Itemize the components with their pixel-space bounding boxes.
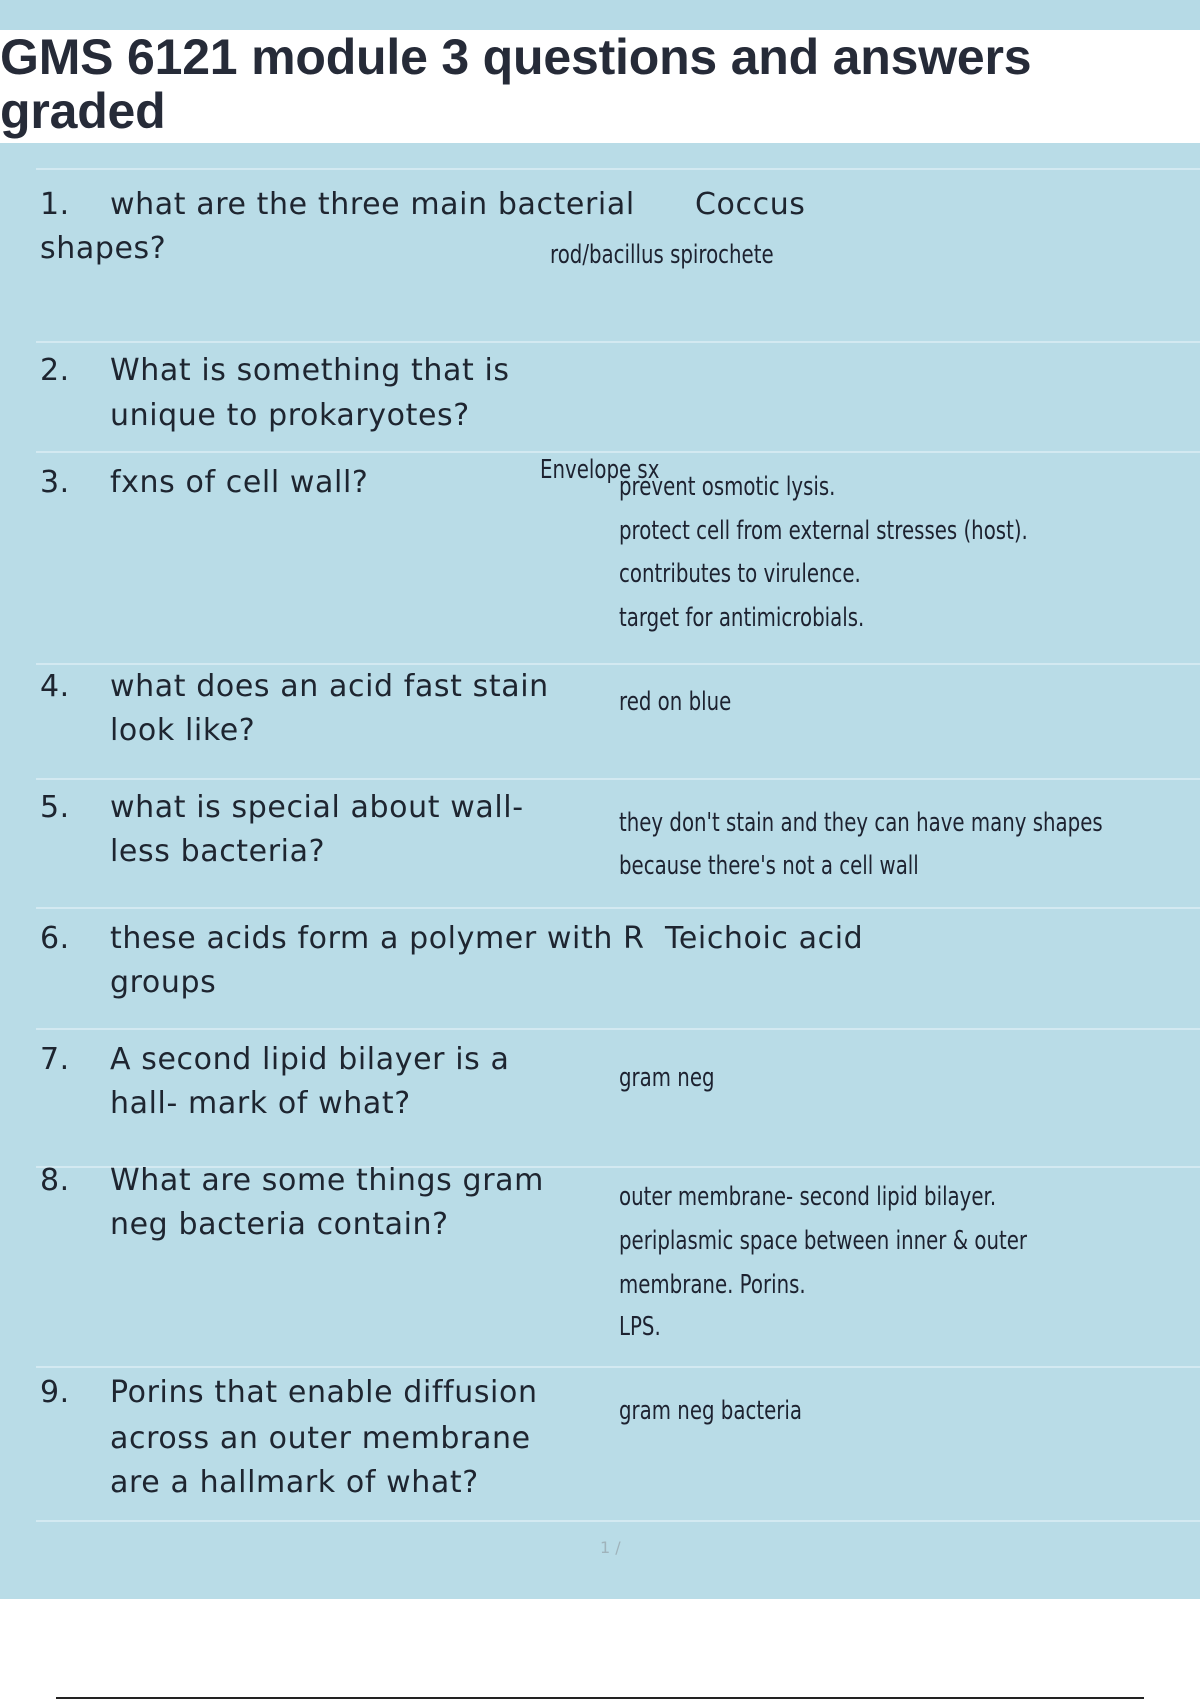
top-band: [0, 0, 1200, 30]
question-text-cont: hall- mark of what?: [110, 1086, 411, 1121]
question-text-cont: less bacteria?: [110, 834, 326, 869]
question-text-cont: unique to prokaryotes?: [110, 398, 470, 433]
question-number: 1.: [40, 187, 70, 222]
page-number: 1 /: [600, 1538, 621, 1557]
answer-text: Coccus: [695, 187, 806, 222]
divider: [36, 168, 1200, 170]
divider: [36, 1366, 1200, 1368]
answer-text: because there's not a cell wall: [619, 851, 919, 881]
answer-text: Envelope sx: [540, 455, 660, 483]
answer-text: gram neg: [619, 1063, 715, 1093]
answer-text: red on blue: [619, 687, 732, 717]
question-number: 2.: [40, 353, 70, 388]
question-text-cont: look like?: [110, 713, 256, 748]
divider: [36, 1520, 1200, 1522]
question-text-cont: across an outer membrane: [110, 1421, 531, 1456]
qa-panel: [0, 143, 1200, 1599]
question-text-cont: neg bacteria contain?: [110, 1207, 449, 1242]
question-text: A second lipid bilayer is a: [110, 1042, 510, 1077]
question-text: What are some things gram: [110, 1163, 544, 1198]
answer-text: periplasmic space between inner & outer: [619, 1226, 1028, 1256]
question-text: Porins that enable diffusion: [110, 1375, 538, 1410]
question-number: 3.: [40, 465, 70, 500]
answer-text: contributes to virulence.: [619, 559, 861, 589]
answer-text: membrane. Porins.: [619, 1270, 806, 1300]
answer-text: target for antimicrobials.: [619, 603, 865, 633]
question-number: 8.: [40, 1163, 70, 1198]
question-number: 6.: [40, 921, 70, 956]
question-number: 5.: [40, 790, 70, 825]
answer-text: protect cell from external stresses (host).: [619, 516, 1028, 546]
question-text: what are the three main bacterial: [110, 187, 635, 222]
question-number: 7.: [40, 1042, 70, 1077]
question-text: what is special about wall-: [110, 790, 524, 825]
divider: [36, 1028, 1200, 1030]
divider: [36, 341, 1200, 343]
footer-rule: [56, 1697, 1144, 1699]
divider: [36, 451, 1200, 453]
answer-text: Teichoic acid: [665, 921, 864, 956]
question-text: what does an acid fast stain: [110, 669, 549, 704]
answer-text: LPS.: [619, 1312, 661, 1342]
question-text-cont: shapes?: [40, 231, 167, 266]
question-text-cont: groups: [110, 965, 217, 1000]
answer-text: outer membrane- second lipid bilayer.: [619, 1182, 997, 1212]
answer-text: they don't stain and they can have many shapes: [619, 808, 1103, 838]
question-text-cont: are a hallmark of what?: [110, 1465, 479, 1500]
answer-text: gram neg bacteria: [619, 1396, 802, 1426]
question-text: What is something that is: [110, 353, 510, 388]
divider: [36, 907, 1200, 909]
question-number: 9.: [40, 1375, 70, 1410]
divider: [36, 778, 1200, 780]
title-line-1: GMS 6121 module 3 questions and answers graded: [0, 29, 1032, 139]
question-number: 4.: [40, 669, 70, 704]
question-text: fxns of cell wall?: [110, 465, 369, 500]
answer-text: rod/bacillus spirochete: [550, 240, 774, 270]
answer-text: prevent osmotic lysis.: [619, 472, 836, 502]
question-text: these acids form a polymer with R: [110, 921, 645, 956]
